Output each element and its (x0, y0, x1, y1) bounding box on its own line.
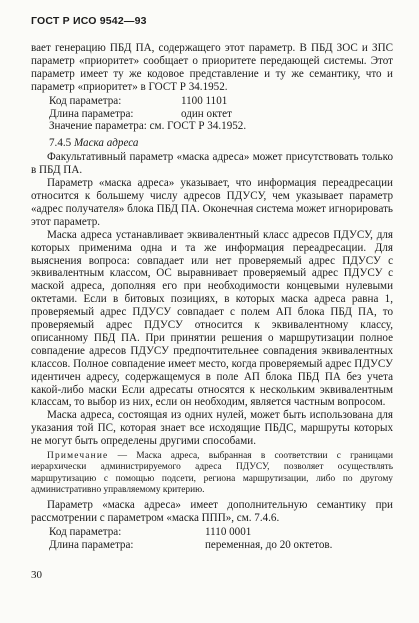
field-key: Длина параметра: (49, 538, 134, 551)
paragraph-6: Параметр «маска адреса» имеет дополнительную семантику при рассмотрении с параметром «маска ППП», см. 7.4.6. (31, 498, 393, 524)
note-text: — Маска адреса, выбранная в соответствии с границами иерархически администрируемого адреса ПДУСУ, позволяет осуществлять маршрутизацию с помощью подсети, региона маршрутизации, либо по другому административно управляемому критерию. (31, 451, 393, 495)
page-number: 30 (31, 569, 42, 581)
section-title: Маска адреса (73, 137, 139, 150)
section-number: 7.4.5 (49, 137, 72, 150)
section-heading (49, 137, 393, 150)
field-key: Код параметра: (49, 94, 122, 107)
field-value: переменная, до 20 октетов. (205, 538, 333, 551)
field-row (49, 526, 393, 539)
field-value: один октет (181, 107, 232, 120)
field-key: Длина параметра: (49, 107, 134, 120)
body-text (31, 42, 393, 553)
field-key: Код параметра: (49, 525, 122, 538)
paragraph-3: Параметр «маска адреса» указывает, что информация переадресации относится к большему числу адресов ПДУСУ, чем указывает параметр «адрес получателя» блока ПБД ПА. Оконечная система может игнорировать этот параметр. (31, 177, 393, 228)
field-value: 1100 1101 (181, 94, 228, 107)
paragraph-5: Маска адреса, состоящая из одних нулей, может быть использована для указания той ПС, которая знает все исходящие ПБДС, маршруты которых не могут быть определены другими способами. (31, 409, 393, 448)
field-value: 1110 0001 (205, 525, 252, 538)
paragraph-4: Маска адреса устанавливает эквивалентный класс адресов ПДУСУ, для которых применима одна и та же информация переадресации. Для выяснения вопроса: совпадает или нет проверяемый адрес ПДУСУ с эквивалентным классом, ОС выравнивает проверяемый адрес ПДУСУ с маской адреса, дополняя его при необходимости концевыми нулевыми октетами. Если в битовых позициях, в которых маска адреса равна 1, проверяемый адрес ПДУСУ совпадает с полем АП блока ПБД ПА, то проверяемый адрес ПДУСУ относится к эквивалентному классу, описанному ПБД ПА. При принятии решения о маршрутизации полное совпадение адресов ПДУСУ предпочтительнее совпадения эквивалентных классов. Полное совпадение имеет место, когда проверяемый адрес ПДУСУ идентичен адресу, содержащемуся в поле АП блока ПБД ПА без учета какой-либо маски Если адресаты относятся к нескольким эквивалентным классам, то выбор из них, если он необходим, является частным вопросом. (31, 228, 393, 409)
paragraph-1: вает генерацию ПБД ПА, содержащего этот параметр. В ПБД ЗОС и ЗПС параметр «приоритет» сообщает о приоритете передающей системы. Этот параметр имеет ту же кодовое представление и ту же семантику, что и параметр «приоритет» в ГОСТ Р 34.1952. (31, 42, 393, 93)
page-header: ГОСТ Р ИСО 9542—93 (31, 15, 147, 27)
paragraph-2: Факультативный параметр «маска адреса» может присутствовать только в ПБД ПА. (31, 151, 393, 177)
field-table-1 (49, 95, 393, 134)
field-key: Значение параметра: см. ГОСТ Р 34.1952. (49, 120, 247, 133)
field-row (49, 539, 393, 552)
note (31, 451, 393, 496)
field-row (49, 120, 393, 133)
field-row (49, 95, 393, 108)
note-lead: Примечание (47, 451, 109, 462)
field-row (49, 108, 393, 121)
field-table-2 (49, 526, 393, 552)
